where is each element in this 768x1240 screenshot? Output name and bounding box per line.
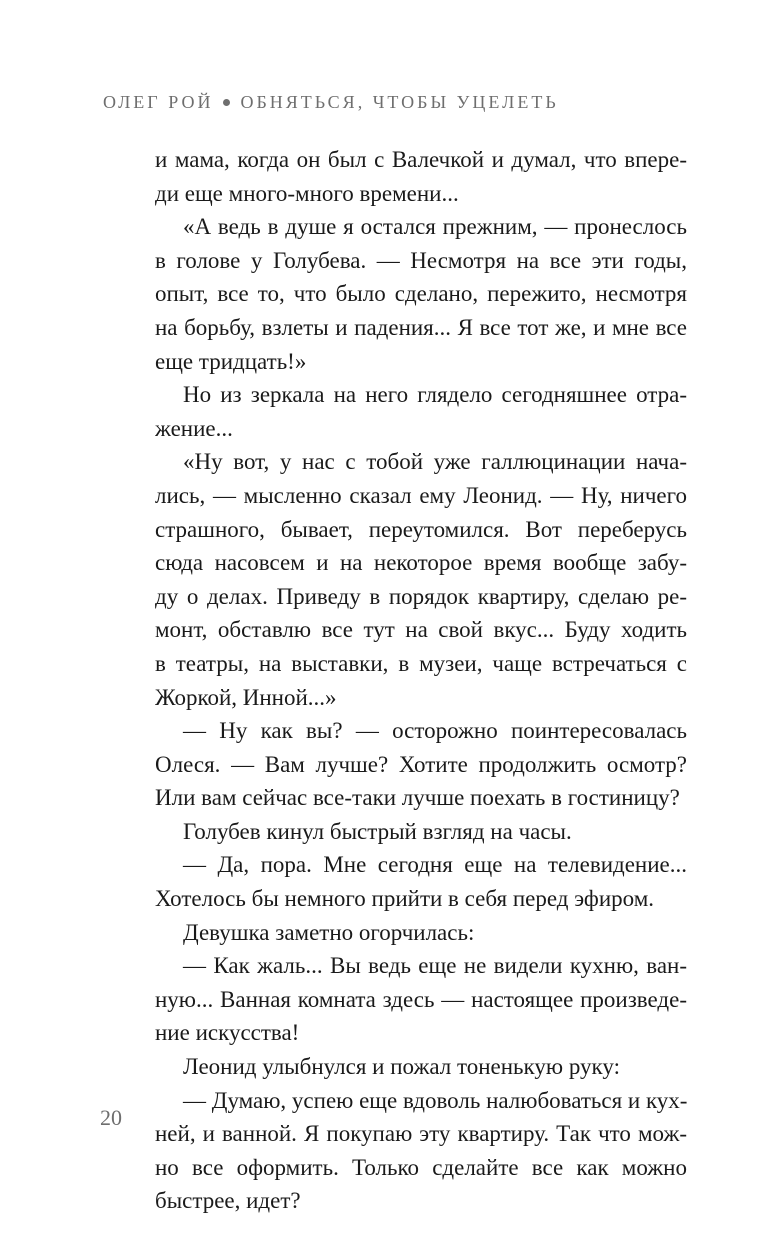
text-line: быстрее, идет? (155, 1188, 301, 1214)
text-line: Жоркой, Инной...» (155, 684, 337, 710)
text-line: сюда насовсем и на некоторое время вообще забу- (155, 550, 687, 576)
page-number: 20 (100, 1105, 122, 1130)
text-line: ди еще много-много времени... (155, 180, 459, 206)
running-head-author: ОЛЕГ РОЙ (103, 92, 214, 112)
text-line: «Ну вот, у нас с тобой уже галлюцинации нача- (183, 449, 687, 475)
text-line: в театры, на выставки, в музеи, чаще встречаться с (155, 650, 687, 676)
text-line: — Как жаль... Вы ведь еще не видели кухню, ван- (183, 953, 687, 979)
text-line: «А ведь в душе я остался прежним, — пронеслось (183, 214, 687, 240)
text-line: ду о делах. Приведу в порядок квартиру, сделаю ре- (155, 583, 687, 609)
text-line: Хотелось бы немного прийти в себя перед эфиром. (155, 886, 655, 912)
text-line: ние искусства! (155, 1020, 300, 1046)
text-line: страшного, бывает, переутомился. Вот переберусь (155, 516, 687, 542)
text-line: Голубев кинул быстрый взгляд на часы. (183, 818, 572, 844)
text-line: в голове у Голубева. — Несмотря на все эти годы, (155, 247, 687, 273)
text-line: Или вам сейчас все-таки лучше поехать в гостиницу? (155, 785, 680, 811)
text-line: — Думаю, успею еще вдоволь налюбоваться и кух- (183, 1087, 687, 1113)
text-line: — Ну как вы? — осторожно поинтересовалась (183, 718, 687, 744)
text-line: Леонид улыбнулся и пожал тоненькую руку: (183, 1054, 620, 1080)
text-line: лись, — мысленно сказал ему Леонид. — Ну, ничего (155, 482, 687, 508)
text-line: но все оформить. Только сделайте все как можно (155, 1154, 687, 1180)
text-line: жение... (155, 415, 233, 441)
text-line: опыт, все то, что было сделано, пережито, несмотря (155, 281, 687, 307)
text-line: на борьбу, взлеты и падения... Я все тот же, и мне все (155, 314, 687, 340)
text-line: еще тридцать!» (155, 348, 307, 374)
running-head (103, 92, 703, 113)
text-line: Но из зеркала на него глядело сегодняшнее отра- (183, 382, 687, 408)
text-line: Олеся. — Вам лучше? Хотите продолжить осмотр? (155, 751, 687, 777)
text-line: и мама, когда он был с Валечкой и думал, что впере- (155, 147, 687, 172)
text-line: — Да, пора. Мне сегодня еще на телевидение... (183, 852, 687, 878)
text-line: монт, обставлю все тут на свой вкус... Буду ходить (155, 617, 687, 643)
text-line: ней, и ванной. Я покупаю эту квартиру. Так что мож- (155, 1121, 687, 1147)
running-head-title: ОБНЯТЬСЯ, ЧТОБЫ УЦЕЛЕТЬ (240, 92, 559, 112)
body-text (155, 143, 687, 1218)
text-line: Девушка заметно огорчилась: (183, 919, 475, 945)
text-line: ную... Ванная комната здесь — настоящее произведе- (155, 986, 687, 1012)
separator-dot (223, 99, 230, 106)
